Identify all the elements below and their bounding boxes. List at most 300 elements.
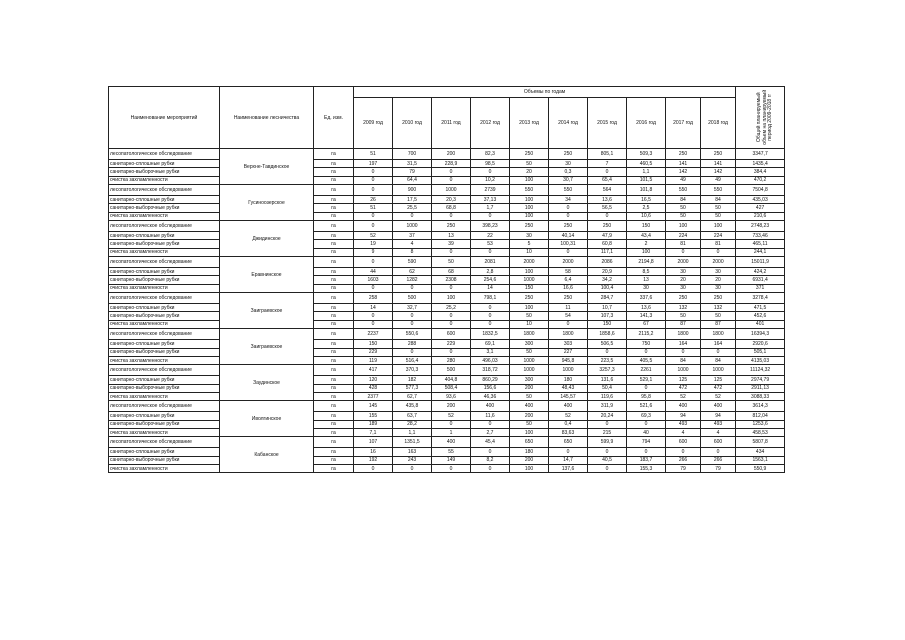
district-name-cell: Заудинское: [220, 365, 314, 401]
value-cell: 31,5: [393, 160, 432, 168]
activity-cell: лесопатологическое обследование: [109, 149, 220, 160]
value-cell: 3257,3: [588, 365, 627, 376]
value-cell: 0: [549, 204, 588, 212]
unit-cell: га: [314, 232, 354, 240]
value-cell: 8,2: [471, 456, 510, 464]
value-cell: 119: [354, 356, 393, 364]
value-cell: 0: [471, 464, 510, 472]
value-cell: 1: [432, 428, 471, 436]
activity-cell: санитарно-сплошные рубки: [109, 448, 220, 456]
unit-cell: га: [314, 212, 354, 220]
activity-cell: санитарно-сплошные рубки: [109, 232, 220, 240]
unit-cell: га: [314, 168, 354, 176]
value-cell: 100: [432, 293, 471, 304]
total-cell: 16394,3: [736, 329, 785, 340]
table-row: [109, 204, 785, 212]
header-year: 2015 год: [588, 98, 627, 149]
unit-cell: га: [314, 365, 354, 376]
total-cell: 3614,3: [736, 401, 785, 412]
value-cell: 132: [666, 304, 701, 312]
value-cell: 0: [588, 348, 627, 356]
activity-cell: лесопатологическое обследование: [109, 401, 220, 412]
header-year: 2018 год: [701, 98, 736, 149]
activity-cell: санитарно-выборочные рубки: [109, 240, 220, 248]
value-cell: 182: [393, 376, 432, 384]
value-cell: 101,8: [627, 185, 666, 196]
value-cell: 400: [510, 401, 549, 412]
table-row: [109, 384, 785, 392]
activity-cell: санитарно-сплошные рубки: [109, 268, 220, 276]
value-cell: 400: [666, 401, 701, 412]
value-cell: 2261: [627, 365, 666, 376]
district-name-cell: Заиграевское: [220, 329, 314, 365]
value-cell: 1000: [510, 356, 549, 364]
value-cell: 0: [627, 420, 666, 428]
value-cell: 28,2: [393, 420, 432, 428]
value-cell: 250: [588, 221, 627, 232]
value-cell: 93,6: [432, 392, 471, 400]
value-cell: 69,1: [471, 340, 510, 348]
value-cell: 472: [701, 384, 736, 392]
table-row: [109, 428, 785, 436]
value-cell: 2115,2: [627, 329, 666, 340]
table-row: [109, 365, 785, 376]
unit-cell: га: [314, 204, 354, 212]
value-cell: 1800: [549, 329, 588, 340]
table-row: [109, 293, 785, 304]
header-district: Наименование лесничества: [220, 87, 314, 149]
total-cell: 424,2: [736, 268, 785, 276]
unit-cell: га: [314, 160, 354, 168]
value-cell: 43,4: [627, 232, 666, 240]
unit-cell: га: [314, 456, 354, 464]
table-row: [109, 376, 785, 384]
activity-cell: лесопатологическое обследование: [109, 365, 220, 376]
value-cell: 50: [666, 212, 701, 220]
value-cell: 0: [354, 168, 393, 176]
value-cell: 0: [471, 168, 510, 176]
total-cell: 384,4: [736, 168, 785, 176]
value-cell: 0: [432, 248, 471, 256]
value-cell: 0: [588, 420, 627, 428]
value-cell: 500: [432, 365, 471, 376]
value-cell: 50: [510, 420, 549, 428]
total-cell: 15011,9: [736, 257, 785, 268]
value-cell: 280: [432, 356, 471, 364]
activity-cell: санитарно-сплошные рубки: [109, 340, 220, 348]
value-cell: 1000: [510, 276, 549, 284]
value-cell: 19: [354, 240, 393, 248]
value-cell: 1000: [549, 365, 588, 376]
district-name-cell: Верхне-Тавдинское: [220, 149, 314, 185]
table-row: [109, 356, 785, 364]
table-row: [109, 456, 785, 464]
value-cell: 120: [354, 376, 393, 384]
activity-cell: санитарно-выборочные рубки: [109, 204, 220, 212]
total-cell: 5807,8: [736, 437, 785, 448]
unit-cell: га: [314, 329, 354, 340]
value-cell: 100: [510, 428, 549, 436]
total-cell: 3278,4: [736, 293, 785, 304]
value-cell: 52: [549, 412, 588, 420]
value-cell: 0: [393, 320, 432, 328]
value-cell: 100,31: [549, 240, 588, 248]
value-cell: 337,6: [627, 293, 666, 304]
district-name-cell: Заиграевское: [220, 293, 314, 329]
value-cell: 62,7: [393, 392, 432, 400]
value-cell: 417: [354, 365, 393, 376]
value-cell: 370,3: [393, 365, 432, 376]
value-cell: 84: [701, 356, 736, 364]
unit-cell: га: [314, 401, 354, 412]
value-cell: 223,5: [588, 356, 627, 364]
activity-cell: лесопатологическое обследование: [109, 293, 220, 304]
value-cell: 52: [701, 392, 736, 400]
total-cell: 401: [736, 320, 785, 328]
value-cell: 81: [666, 240, 701, 248]
value-cell: 20,24: [588, 412, 627, 420]
value-cell: 0: [701, 448, 736, 456]
value-cell: 32,7: [393, 304, 432, 312]
value-cell: 7: [588, 160, 627, 168]
value-cell: 215: [588, 428, 627, 436]
value-cell: 11,6: [471, 412, 510, 420]
value-cell: 150: [627, 221, 666, 232]
value-cell: 84: [666, 196, 701, 204]
table-row: [109, 320, 785, 328]
value-cell: 17,5: [393, 196, 432, 204]
unit-cell: га: [314, 356, 354, 364]
document-page: [108, 86, 785, 473]
value-cell: 2086: [588, 257, 627, 268]
value-cell: 107: [354, 437, 393, 448]
header-activity: Наименование мероприятий: [109, 87, 220, 149]
value-cell: 300: [510, 340, 549, 348]
value-cell: 250: [510, 293, 549, 304]
total-cell: 2748,23: [736, 221, 785, 232]
value-cell: 4: [701, 428, 736, 436]
total-cell: 1253,6: [736, 420, 785, 428]
value-cell: 34: [549, 196, 588, 204]
activity-cell: санитарно-сплошные рубки: [109, 160, 220, 168]
value-cell: 266: [666, 456, 701, 464]
value-cell: 0: [627, 448, 666, 456]
value-cell: 0: [432, 212, 471, 220]
activity-cell: санитарно-выборочные рубки: [109, 276, 220, 284]
value-cell: 2,8: [471, 268, 510, 276]
table-row: [109, 284, 785, 292]
value-cell: 2000: [701, 257, 736, 268]
total-cell: 210,6: [736, 212, 785, 220]
value-cell: 254,6: [471, 276, 510, 284]
value-cell: 0: [471, 320, 510, 328]
value-cell: 180: [549, 376, 588, 384]
value-cell: 472: [666, 384, 701, 392]
value-cell: 137,6: [549, 464, 588, 472]
value-cell: 1603: [354, 276, 393, 284]
table-row: [109, 392, 785, 400]
value-cell: 0: [393, 464, 432, 472]
value-cell: 30: [701, 284, 736, 292]
value-cell: 189: [354, 420, 393, 428]
unit-cell: га: [314, 412, 354, 420]
value-cell: 10,7: [588, 304, 627, 312]
value-cell: 521,6: [627, 401, 666, 412]
value-cell: 0: [471, 304, 510, 312]
value-cell: 650: [549, 437, 588, 448]
activity-cell: санитарно-выборочные рубки: [109, 168, 220, 176]
value-cell: 2000: [510, 257, 549, 268]
table-row: [109, 329, 785, 340]
value-cell: 20,9: [588, 268, 627, 276]
value-cell: 155,3: [627, 464, 666, 472]
district-name-cell: Джидинское: [220, 221, 314, 257]
value-cell: 250: [701, 293, 736, 304]
value-cell: 49: [701, 176, 736, 184]
activity-cell: лесопатологическое обследование: [109, 221, 220, 232]
value-cell: 34,2: [588, 276, 627, 284]
value-cell: 0,3: [549, 168, 588, 176]
value-cell: 30: [549, 160, 588, 168]
value-cell: 25,2: [432, 304, 471, 312]
value-cell: 0: [549, 320, 588, 328]
value-cell: 250: [549, 293, 588, 304]
value-cell: 100: [510, 176, 549, 184]
value-cell: 14,7: [549, 456, 588, 464]
unit-cell: га: [314, 284, 354, 292]
total-cell: 452,6: [736, 312, 785, 320]
value-cell: 117,1: [588, 248, 627, 256]
value-cell: 10,2: [471, 176, 510, 184]
value-cell: 0: [471, 248, 510, 256]
value-cell: 224: [701, 232, 736, 240]
activity-cell: санитарно-сплошные рубки: [109, 196, 220, 204]
value-cell: 30: [666, 268, 701, 276]
value-cell: 1351,5: [393, 437, 432, 448]
value-cell: 600: [701, 437, 736, 448]
value-cell: 107,3: [588, 312, 627, 320]
value-cell: 52: [432, 412, 471, 420]
value-cell: 132: [701, 304, 736, 312]
value-cell: 8: [393, 248, 432, 256]
table-row: [109, 149, 785, 160]
value-cell: 53: [471, 240, 510, 248]
value-cell: 2237: [354, 329, 393, 340]
value-cell: 67: [627, 320, 666, 328]
value-cell: 163: [393, 448, 432, 456]
value-cell: 79: [701, 464, 736, 472]
value-cell: 400: [549, 401, 588, 412]
value-cell: 250: [549, 221, 588, 232]
table-row: [109, 248, 785, 256]
value-cell: 145,57: [549, 392, 588, 400]
unit-cell: га: [314, 240, 354, 248]
value-cell: 180: [510, 448, 549, 456]
value-cell: 37,13: [471, 196, 510, 204]
value-cell: 0: [588, 168, 627, 176]
value-cell: 229: [354, 348, 393, 356]
value-cell: 30: [666, 284, 701, 292]
value-cell: 94: [666, 412, 701, 420]
value-cell: 798,1: [471, 293, 510, 304]
value-cell: 100: [666, 221, 701, 232]
value-cell: 47,9: [588, 232, 627, 240]
table-row: [109, 304, 785, 312]
unit-cell: га: [314, 312, 354, 320]
value-cell: 83,63: [549, 428, 588, 436]
table-row: [109, 448, 785, 456]
total-cell: 427: [736, 204, 785, 212]
value-cell: 0,4: [549, 420, 588, 428]
value-cell: 2194,8: [627, 257, 666, 268]
value-cell: 50,4: [588, 384, 627, 392]
unit-cell: га: [314, 293, 354, 304]
value-cell: 400: [432, 437, 471, 448]
value-cell: 25,5: [393, 204, 432, 212]
header-year: 2017 год: [666, 98, 701, 149]
value-cell: 30: [627, 284, 666, 292]
value-cell: 0: [666, 348, 701, 356]
value-cell: 0: [701, 348, 736, 356]
value-cell: 550,6: [393, 329, 432, 340]
total-cell: 371: [736, 284, 785, 292]
table-body: [109, 149, 785, 473]
table-row: [109, 185, 785, 196]
activity-cell: лесопатологическое обследование: [109, 185, 220, 196]
activity-cell: санитарно-сплошные рубки: [109, 304, 220, 312]
value-cell: 0: [432, 176, 471, 184]
table-row: [109, 340, 785, 348]
value-cell: 400: [471, 401, 510, 412]
value-cell: 16: [354, 448, 393, 456]
value-cell: 101,5: [627, 176, 666, 184]
value-cell: 0: [701, 248, 736, 256]
value-cell: 62: [393, 268, 432, 276]
value-cell: 500: [393, 293, 432, 304]
total-cell: 434: [736, 448, 785, 456]
value-cell: 50: [510, 160, 549, 168]
value-cell: 87: [701, 320, 736, 328]
value-cell: 56,5: [588, 204, 627, 212]
value-cell: 3,1: [471, 348, 510, 356]
value-cell: 14: [471, 284, 510, 292]
value-cell: 900: [393, 185, 432, 196]
value-cell: 50: [432, 257, 471, 268]
value-cell: 750: [627, 340, 666, 348]
value-cell: 577,3: [393, 384, 432, 392]
value-cell: 200: [510, 384, 549, 392]
header-unit: Ед. изм.: [314, 87, 354, 149]
value-cell: 650: [510, 437, 549, 448]
header-year: 2014 год: [549, 98, 588, 149]
value-cell: 13: [432, 232, 471, 240]
value-cell: 50: [701, 204, 736, 212]
value-cell: 50: [701, 212, 736, 220]
unit-cell: га: [314, 464, 354, 472]
value-cell: 150: [510, 284, 549, 292]
total-cell: 2911,13: [736, 384, 785, 392]
value-cell: 303: [549, 340, 588, 348]
value-cell: 550: [701, 185, 736, 196]
value-cell: 8,5: [627, 268, 666, 276]
total-cell: 7504,8: [736, 185, 785, 196]
value-cell: 600: [432, 329, 471, 340]
table-row: [109, 232, 785, 240]
value-cell: 1800: [666, 329, 701, 340]
value-cell: 1858,6: [588, 329, 627, 340]
table-row: [109, 348, 785, 356]
value-cell: 493: [701, 420, 736, 428]
value-cell: 142: [701, 168, 736, 176]
district-name-cell: Гусиноозерское: [220, 185, 314, 221]
value-cell: 30: [701, 268, 736, 276]
value-cell: 20: [510, 168, 549, 176]
value-cell: 183,7: [627, 456, 666, 464]
value-cell: 496,03: [471, 356, 510, 364]
value-cell: 142: [666, 168, 701, 176]
value-cell: 13: [627, 276, 666, 284]
table-row: [109, 401, 785, 412]
value-cell: 164: [666, 340, 701, 348]
unit-cell: га: [314, 149, 354, 160]
value-cell: 10,6: [627, 212, 666, 220]
value-cell: 0: [393, 348, 432, 356]
unit-cell: га: [314, 196, 354, 204]
value-cell: 39: [432, 240, 471, 248]
total-cell: 2920,6: [736, 340, 785, 348]
value-cell: 0: [471, 448, 510, 456]
value-cell: 0: [432, 420, 471, 428]
value-cell: 10: [510, 248, 549, 256]
value-cell: 0: [588, 448, 627, 456]
value-cell: 0: [393, 284, 432, 292]
value-cell: 52: [354, 232, 393, 240]
table-row: [109, 212, 785, 220]
value-cell: 0: [354, 257, 393, 268]
value-cell: 400: [701, 401, 736, 412]
value-cell: 1000: [666, 365, 701, 376]
header-total: Общий планируемый объем на планируемый период 2009-2018 гг: [736, 87, 785, 149]
value-cell: 404,8: [432, 376, 471, 384]
value-cell: 5: [510, 240, 549, 248]
value-cell: 64,4: [393, 176, 432, 184]
value-cell: 30: [510, 232, 549, 240]
value-cell: 14: [354, 304, 393, 312]
activity-cell: санитарно-выборочные рубки: [109, 312, 220, 320]
value-cell: 0: [588, 212, 627, 220]
total-cell: 6931,4: [736, 276, 785, 284]
value-cell: 26: [354, 196, 393, 204]
unit-cell: га: [314, 320, 354, 328]
value-cell: 13,6: [627, 304, 666, 312]
value-cell: 119,6: [588, 392, 627, 400]
table-row: [109, 420, 785, 428]
activity-cell: санитарно-выборочные рубки: [109, 456, 220, 464]
activity-cell: санитарно-сплошные рубки: [109, 376, 220, 384]
value-cell: 50: [510, 312, 549, 320]
value-cell: 50: [510, 348, 549, 356]
total-cell: 2974,79: [736, 376, 785, 384]
value-cell: 398,23: [471, 221, 510, 232]
value-cell: 529,1: [627, 376, 666, 384]
value-cell: 258: [354, 293, 393, 304]
value-cell: 9: [354, 248, 393, 256]
forest-measures-table: [108, 86, 785, 473]
value-cell: 860,29: [471, 376, 510, 384]
header-year: 2011 год: [432, 98, 471, 149]
value-cell: 435,8: [393, 401, 432, 412]
value-cell: 0: [354, 464, 393, 472]
